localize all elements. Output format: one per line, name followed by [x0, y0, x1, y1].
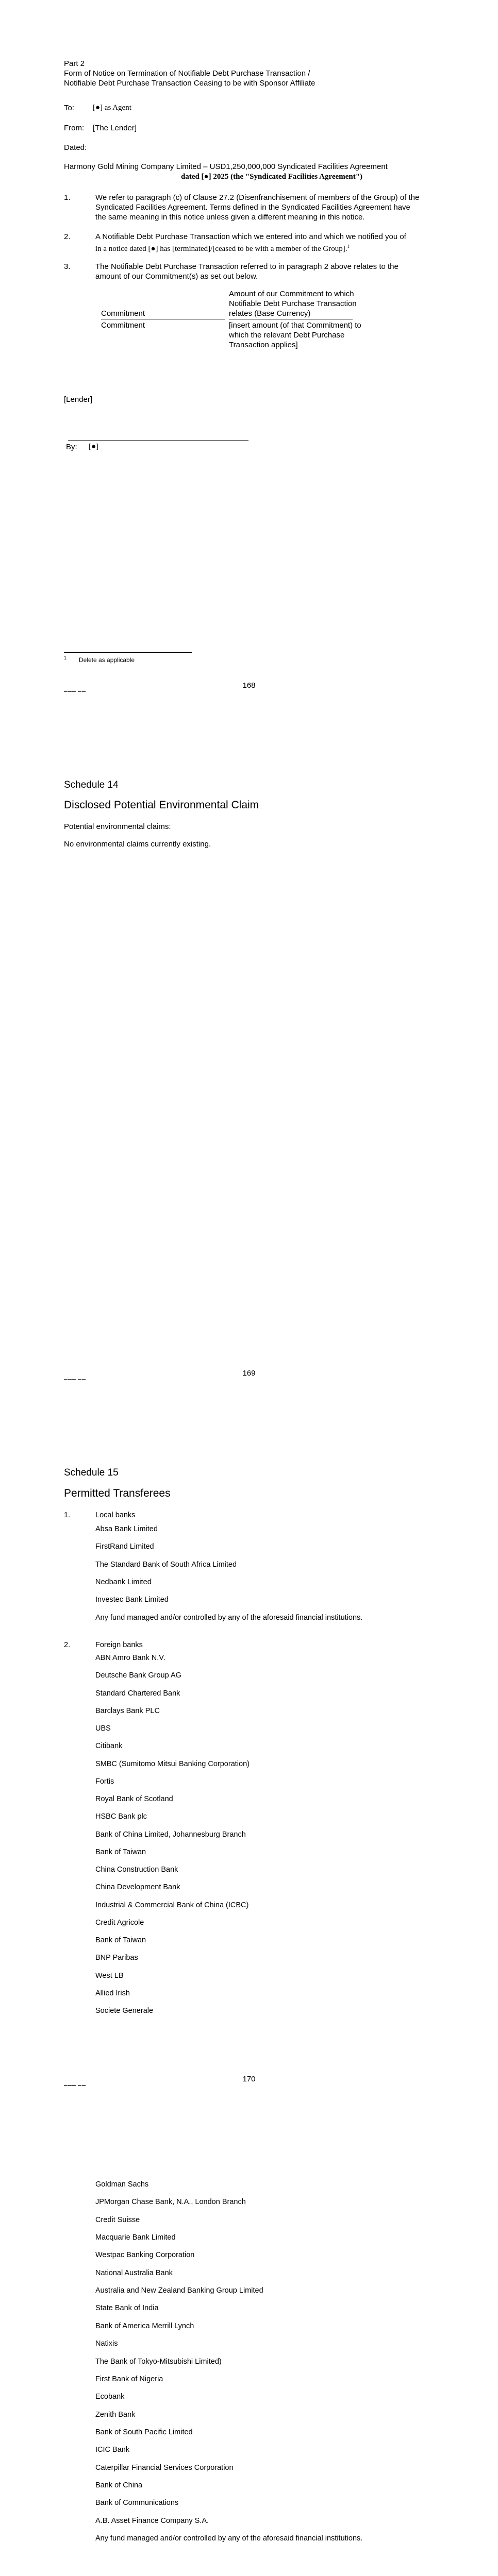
section-number: 2. [64, 1641, 71, 1649]
list-item: Societe Generale [95, 2007, 154, 2015]
paragraph-line: The Notifiable Debt Purchase Transaction referred to in paragraph 2 above relates to the [95, 262, 399, 271]
paragraph-line: A Notifiable Debt Purchase Transaction which we entered into and which we notified you of [95, 232, 406, 241]
list-item: The Bank of Tokyo-Mitsubishi Limited) [95, 2357, 222, 2366]
paragraph-line [95, 242, 350, 254]
doc-reference-mark: ▬▬▬ ▬▬ [64, 689, 86, 693]
footnote-separator [64, 652, 192, 653]
list-item: Barclays Bank PLC [95, 1706, 160, 1715]
claims-label: Potential environmental claims: [64, 822, 171, 831]
doc-reference-mark: ▬▬▬ ▬▬ [64, 2083, 86, 2087]
list-item: Bank of Taiwan [95, 1936, 146, 1944]
page-171 [0, 2110, 498, 2576]
schedule-title: Schedule 14 [64, 779, 119, 790]
list-item: Deutsche Bank Group AG [95, 1671, 181, 1680]
paragraph-line: Syndicated Facilities Agreement. Terms defined in the Syndicated Facilities Agreement have [95, 203, 410, 212]
to-label: To: [64, 104, 75, 112]
table-header-amount-line: relates (Base Currency) [229, 309, 311, 318]
page-number: 169 [242, 1369, 256, 1378]
page-number: 170 [242, 2075, 256, 2083]
list-item: Bank of America Merrill Lynch [95, 2321, 194, 2330]
list-item: Fortis [95, 1777, 114, 1786]
by-label: By: [66, 443, 77, 451]
list-item: Any fund managed and/or controlled by any of the aforesaid financial institutions. [95, 1613, 363, 1622]
schedule-heading: Disclosed Potential Environmental Claim [64, 799, 259, 811]
form-title: Form of Notice on Termination of Notifiable Debt Purchase Transaction / [64, 69, 310, 78]
paragraph-line: We refer to paragraph (c) of Clause 27.2 (Disenfranchisement of members of the Group) of the [95, 193, 420, 202]
list-item: ABN Amro Bank N.V. [95, 1654, 165, 1662]
page-168 [0, 0, 498, 703]
from-value: [The Lender] [93, 124, 137, 132]
table-header-amount-line: Amount of our Commitment to which [229, 290, 354, 298]
paragraph-number: 1. [64, 193, 71, 202]
paragraph-line: the same meaning in this notice unless given a different meaning in this notice. [95, 213, 365, 222]
list-item: Goldman Sachs [95, 2180, 149, 2189]
list-item: Australia and New Zealand Banking Group Limited [95, 2286, 263, 2295]
list-item: Citibank [95, 1742, 123, 1751]
doc-reference-mark: ▬▬▬ ▬▬ [64, 1378, 86, 1381]
page-170 [0, 1406, 498, 2110]
list-item: BNP Paribas [95, 1954, 138, 1962]
agreement-line-2: dated [●] 2025 (the "Syndicated Facilities Agreement") [180, 173, 363, 181]
list-item: Westpac Banking Corporation [95, 2251, 195, 2260]
list-item: China Construction Bank [95, 1866, 178, 1874]
footnote-marker: 1 [347, 244, 350, 249]
list-item: Bank of China [95, 2481, 143, 2489]
table-cell-commitment: Commitment [101, 321, 145, 330]
part-label: Part 2 [64, 59, 85, 68]
list-item: JPMorgan Chase Bank, N.A., London Branch [95, 2198, 246, 2207]
signature-line [68, 440, 248, 441]
list-item: FirstRand Limited [95, 1543, 154, 1551]
paragraph-number: 3. [64, 262, 71, 271]
list-item: Credit Agricole [95, 1918, 144, 1927]
list-item: Natixis [95, 2340, 118, 2348]
table-header-amount-line: Notifiable Debt Purchase Transaction [229, 299, 357, 308]
list-item: Macquarie Bank Limited [95, 2233, 176, 2242]
list-item: Ecobank [95, 2393, 125, 2401]
list-item: Any fund managed and/or controlled by any of the aforesaid financial institutions. [95, 2534, 363, 2543]
section-title: Foreign banks [95, 1641, 143, 1649]
list-item: SMBC (Sumitomo Mitsui Banking Corporation) [95, 1759, 250, 1768]
to-value: [●] as Agent [93, 104, 131, 112]
by-value: [●] [89, 443, 99, 451]
list-item: A.B. Asset Finance Company S.A. [95, 2516, 209, 2525]
list-item: Standard Chartered Bank [95, 1689, 180, 1698]
list-item: UBS [95, 1724, 111, 1733]
footnote-number: 1 [64, 655, 67, 660]
list-item: Bank of South Pacific Limited [95, 2428, 193, 2436]
page-number: 168 [242, 681, 256, 690]
form-title-2: Notifiable Debt Purchase Transaction Ceasing to be with Sponsor Affiliate [64, 79, 316, 88]
paragraph-line: amount of our Commitment(s) as set out below. [95, 272, 258, 281]
list-item: Royal Bank of Scotland [95, 1795, 173, 1803]
list-item: Caterpillar Financial Services Corporation [95, 2463, 234, 2472]
list-item: Nedbank Limited [95, 1578, 152, 1586]
list-item: HSBC Bank plc [95, 1812, 147, 1821]
list-item: National Australia Bank [95, 2268, 173, 2277]
list-item: Industrial & Commercial Bank of China (ICBC) [95, 1901, 249, 1909]
list-item: Credit Suisse [95, 2215, 140, 2224]
table-cell-amount-line: which the relevant Debt Purchase [229, 331, 345, 340]
footnote-text: Delete as applicable [79, 656, 135, 664]
paragraph-number: 2. [64, 232, 71, 241]
list-item: The Standard Bank of South Africa Limited [95, 1560, 237, 1569]
list-item: First Bank of Nigeria [95, 2375, 163, 2383]
section-number: 1. [64, 1511, 71, 1519]
page-169 [0, 703, 498, 1406]
schedule-title: Schedule 15 [64, 1467, 119, 1478]
list-item: Bank of China Limited, Johannesburg Branch [95, 1830, 246, 1839]
list-item: China Development Bank [95, 1883, 180, 1892]
claims-statement: No environmental claims currently existing. [64, 840, 211, 849]
section-title: Local banks [95, 1511, 136, 1519]
list-item: Bank of Communications [95, 2499, 179, 2507]
table-header-commitment: Commitment [101, 309, 145, 318]
list-item: Zenith Bank [95, 2410, 136, 2419]
list-item: Bank of Taiwan [95, 1848, 146, 1856]
paragraph-line-text: in a notice dated [●] has [terminated]/[ceased to be with a member of the Group]. [95, 245, 347, 253]
list-item: Absa Bank Limited [95, 1525, 158, 1533]
table-cell-amount-line: Transaction applies] [229, 341, 298, 349]
list-item: West LB [95, 1971, 124, 1980]
agreement-line: Harmony Gold Mining Company Limited – USD1,250,000,000 Syndicated Facilities Agreement [64, 162, 388, 171]
list-item: ICIC Bank [95, 2446, 130, 2454]
list-item: Investec Bank Limited [95, 1596, 169, 1604]
list-item: State Bank of India [95, 2304, 159, 2313]
dated-label: Dated: [64, 143, 87, 152]
schedule-heading: Permitted Transferees [64, 1487, 171, 1499]
from-label: From: [64, 124, 85, 132]
list-item: Allied Irish [95, 1989, 130, 1997]
table-cell-amount-line: [insert amount (of that Commitment) to [229, 321, 361, 330]
lender-label: [Lender] [64, 395, 93, 404]
